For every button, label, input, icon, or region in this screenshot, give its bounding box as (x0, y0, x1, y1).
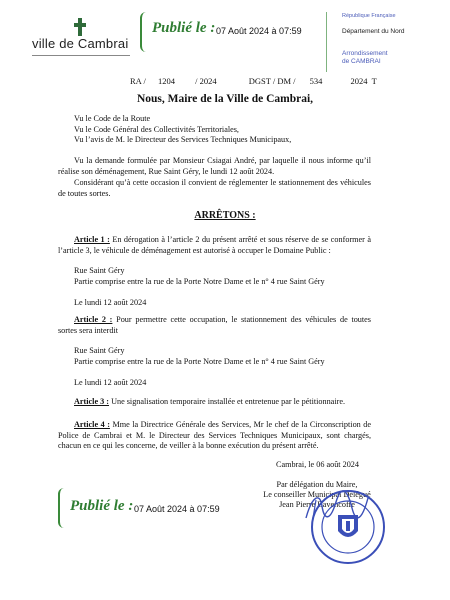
considerant-text: Considérant qu’à cette occasion il convient de réglementer le stationnement des véhicules de toutes sortes. (58, 178, 371, 198)
article-2-label: Article 2 : (74, 315, 113, 324)
vu-list (74, 114, 291, 146)
article-3 (58, 397, 371, 408)
handwritten-signature-icon (302, 488, 372, 528)
signature-place-date: Cambrai, le 06 août 2024 (276, 460, 359, 469)
logo-text: ville de Cambrai (32, 36, 129, 51)
arrondissement-label-2: de CAMBRAI (342, 58, 381, 65)
article-2-street: Rue Saint Géry (74, 346, 125, 355)
article-2-details (74, 346, 325, 389)
arretons-heading: ARRÊTONS : (194, 210, 256, 221)
ra-year: / 2024 (195, 76, 217, 86)
published-stamp-header (140, 12, 322, 52)
article-2-text: Pour permettre cette occupation, le stationnement des véhicules de toutes sortes sera interdit (58, 315, 371, 335)
page-title: Nous, Maire de la Ville de Cambrai, (136, 93, 314, 105)
article-1-text: En dérogation à l’article 2 du présent arrêté et sous réserve de se conformer à l’article 3, le véhicule de déménagement est autorisé à occuper le Domaine Public : (58, 235, 371, 255)
footer-published-label: Publié le : (70, 498, 134, 514)
reference-line (130, 76, 377, 86)
vu-item: Vu l’avis de M. le Directeur des Services Techniques Municipaux, (74, 135, 292, 145)
arrondissement-label-1: Arrondissement (342, 50, 388, 57)
article-1-portion: Partie comprise entre la rue de la Porte Notre Dame et le n° 4 rue Saint Géry (74, 276, 325, 286)
signature-delegation: Par délégation du Maire, (276, 480, 358, 489)
article-1-date: Le lundi 12 août 2024 (74, 298, 147, 308)
published-stamp-footer (58, 488, 240, 528)
ra-number: 1204 (157, 76, 175, 86)
dgst-number: 534 (309, 76, 323, 86)
article-2-portion: Partie comprise entre la rue de la Porte Notre Dame et le n° 4 rue Saint Géry (74, 356, 325, 366)
signature-name: Jean Pierre Bavencoffe (279, 500, 355, 510)
article-1-details (74, 266, 325, 309)
article-1-street: Rue Saint Géry (74, 266, 125, 275)
article-4 (58, 420, 371, 452)
request-paragraph (58, 156, 371, 177)
article-2-date: Le lundi 12 août 2024 (74, 378, 147, 388)
request-text: Vu la demande formulée par Monsieur Csiagai André, par laquelle il nous informe qu’il réalise son déménagement, Rue Saint Géry, le lundi 12 août 2024. (58, 156, 371, 176)
dgst-label: DGST / DM / (248, 76, 296, 86)
article-2 (58, 315, 371, 336)
logo-underline (32, 55, 130, 56)
article-1 (58, 235, 371, 256)
considerant-paragraph (58, 178, 371, 199)
published-label: Publié le : (152, 20, 216, 36)
dgst-suffix: T (371, 76, 377, 86)
article-4-label: Article 4 : (74, 420, 110, 429)
article-3-text: Une signalisation temporaire installée et entretenue par le pétitionnaire. (111, 397, 345, 406)
dgst-year: 2024 (350, 76, 368, 86)
footer-published-date: 07 Août 2024 à 07:59 (134, 504, 220, 514)
ra-label: RA / (130, 76, 146, 86)
vu-item: Vu le Code de la Route (74, 114, 151, 123)
article-1-label: Article 1 : (74, 235, 110, 244)
article-4-text: Mme la Directrice Générale des Services, Mr le chef de la Circonscription de Police de Cambrai et M. le Directeur des Services Techniques Municipaux, sont chargés, chacun en ce qui les concerne, de veiller à la bonne exécution du présent arrêté. (58, 420, 372, 451)
republic-label: République Française (342, 13, 396, 19)
published-date: 07 Août 2024 à 07:59 (216, 26, 302, 36)
stamp-divider (326, 12, 327, 72)
city-logo (30, 14, 130, 64)
department-label: Département du Nord (342, 28, 405, 35)
signature-role: Le conseiller Municipal Délégué (263, 490, 371, 500)
vu-item: Vu le Code Général des Collectivités Territoriales, (74, 124, 239, 134)
article-3-label: Article 3 : (74, 397, 110, 406)
